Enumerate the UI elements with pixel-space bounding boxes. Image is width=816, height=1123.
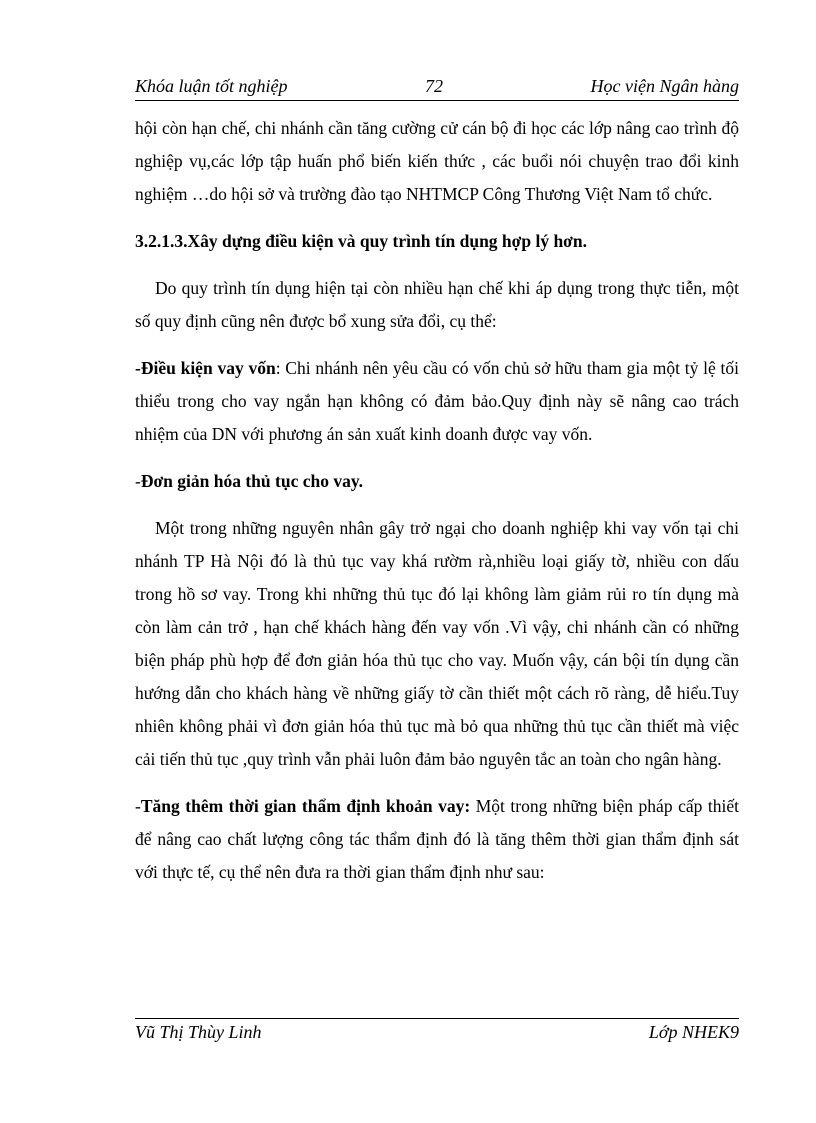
list-item-label: Đơn giản hóa thủ tục cho vay.: [140, 471, 363, 491]
list-item-prefix: -: [135, 796, 141, 816]
list-item-simplify-procedures: [135, 465, 739, 498]
paragraph-procedures: Một trong những nguyên nhân gây trở ngại cho doanh nghiệp khi vay vốn tại chi nhánh TP Hà Nội đó là thủ tục vay khá rườm rà,nhiều loại giấy tờ, nhiều con dấu trong hồ sơ vay. Trong khi những thủ tục đó lại không làm giảm rủi ro tín dụng mà còn làm cản trở , hạn chế khách hàng đến vay vốn .Vì vậy, chi nhánh cần có những biện pháp phù hợp để đơn giản hóa thủ tục cho vay. Muốn vậy, cán bội tín dụng cần hướng dẫn cho khách hàng về những giấy tờ cần thiết một cách rõ ràng, dễ hiểu.Tuy nhiên không phải vì đơn giản hóa thủ tục mà bỏ qua những thủ tục cần thiết mà việc cải tiến thủ tục ,quy trình vẫn phải luôn đảm bảo nguyên tắc an toàn cho ngân hàng.: [135, 518, 739, 769]
header-page-number: 72: [425, 76, 443, 96]
footer-author: Vũ Thị Thùy Linh: [135, 1022, 262, 1042]
paragraph-continuation: hội còn hạn chế, chi nhánh cần tăng cường cử cán bộ đi học các lớp nâng cao trình độ nghiệp vụ,các lớp tập huấn phổ biến kiến thức , các buổi nói chuyện trao đổi kinh nghiệm …do hội sở và trường đào tạo NHTMCP Công Thương Việt Nam tổ chức.: [135, 118, 739, 204]
footer-divider: [135, 1018, 739, 1019]
section-heading: 3.2.1.3.Xây dựng điều kiện và quy trình tín dụng hợp lý hơn.: [135, 231, 587, 251]
page-header: [135, 74, 739, 100]
header-institution: Học viện Ngân hàng: [590, 76, 739, 96]
list-item-appraisal-time: [135, 790, 739, 889]
list-item-prefix: -: [135, 471, 141, 491]
paragraph-intro: Do quy trình tín dụng hiện tại còn nhiều hạn chế khi áp dụng trong thực tiễn, một số quy định cũng nên được bổ xung sửa đổi, cụ thể:: [135, 278, 739, 331]
header-thesis-title: Khóa luận tốt nghiệp: [135, 76, 288, 96]
list-item-text: : Chi nhánh nên yêu cầu có vốn chủ sở hữu tham gia một tỷ lệ tối thiểu trong cho vay ngắn hạn không có đảm bảo.Quy định này sẽ nâng cao trách nhiệm của DN với phương án sản xuất kinh doanh được vay vốn.: [135, 358, 739, 444]
list-item-label: -Điều kiện vay vốn: [135, 358, 276, 378]
document-body: [135, 112, 739, 889]
list-item-loan-conditions: [135, 352, 739, 451]
page-footer: [135, 1020, 739, 1046]
header-divider: [135, 100, 739, 101]
footer-class: Lớp NHEK9: [648, 1022, 739, 1042]
list-item-label: Tăng thêm thời gian thẩm định khoản vay:: [140, 796, 471, 816]
list-item-text: Một trong những biện pháp cấp thiết để nâng cao chất lượng công tác thẩm định đó là tăng thêm thời gian thẩm định sát với thực tế, cụ thể nên đưa ra thời gian thẩm định như sau:: [135, 796, 739, 882]
